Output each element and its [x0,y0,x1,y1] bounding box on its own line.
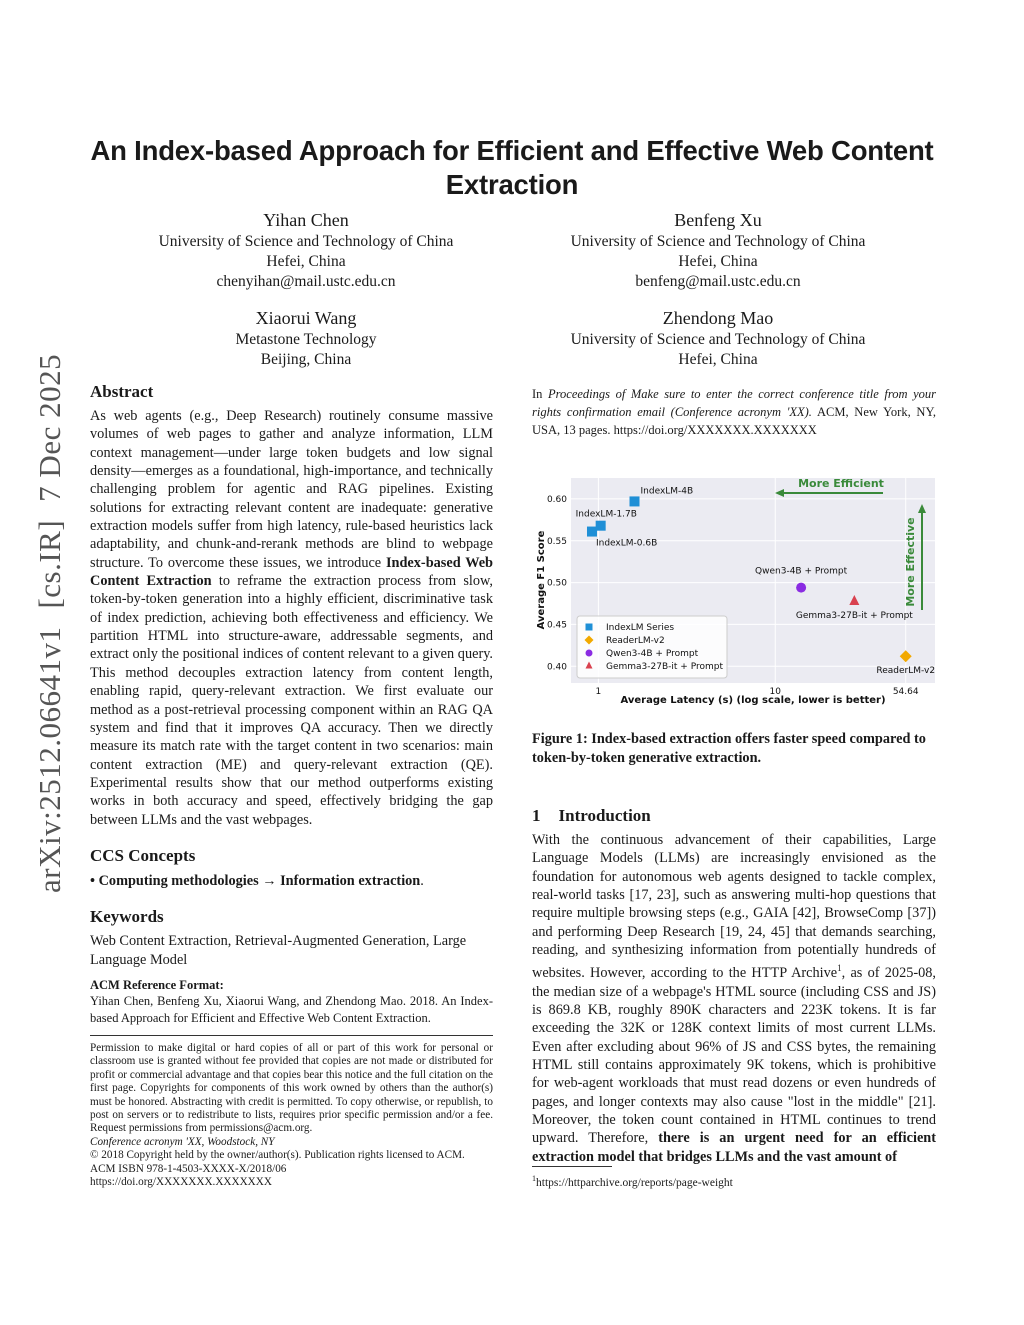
abstract-text-part: to reframe the extraction process from slow, token-by-token generation into a highly efficient, discriminative task of index prediction, achieving both effectiveness and efficiency. We partition HTML into structure-aware, addressable segments, and extract only the positional indices of content relevant to a given query. This method decouples extraction latency from content length, enabling rapid, query-relevant extraction. We first evaluate our method as a post-retrieval processing component within an RAG QA system and find that it improves QA accuracy. Then we directly measure its match rate with the target content in two scenarios: main content extraction (ME) and query-relevant extraction (QE). Experimental results show that our method outperforms existing works in both accuracy and speed, effectively bridging the gap between LLMs and the vast webpages. [90,573,494,828]
more-efficient-label: More Efficient [798,477,884,490]
point-label: IndexLM-0.6B [595,538,658,549]
section-title: Introduction [558,806,651,825]
section-number: 1 [532,806,541,825]
doi-line[interactable]: https://doi.org/XXXXXXX.XXXXXXX [90,1176,272,1188]
data-point [796,583,806,593]
y-tick-label: 0.45 [546,620,567,631]
legend-label: ReaderLM-v2 [606,636,665,646]
acm-ref-text: Yihan Chen, Benfeng Xu, Xiaorui Wang, and Zhendong Mao. 2018. An Index-based Approach for Efficient and Effective Web Content Extraction. [90,993,493,1025]
figure-caption: Figure 1: Index-based extraction offers faster speed compared to token-by-token generative extraction. [532,731,926,766]
proceedings-note [532,385,936,439]
legend [577,616,727,678]
conference-line: Conference acronym 'XX, Woodstock, NY [90,1135,275,1148]
footnote-url[interactable]: https://httparchive.org/reports/page-weight [536,1176,733,1189]
abstract-bold: Index-based Web Content Extraction [90,554,493,590]
copyright-line: © 2018 Copyright held by the owner/author(s). Publication rights licensed to ACM. [90,1149,465,1162]
author-affiliation: Metastone Technology [235,331,377,348]
data-point [587,527,597,537]
paper-title: An Index-based Approach for Efficient and Effective Web Content Extraction [90,135,934,200]
abstract-text [90,407,493,829]
y-tick-label: 0.50 [546,578,567,589]
arxiv-stamp [28,353,72,902]
author-block-2 [540,208,896,292]
ccs-heading: CCS Concepts [90,845,196,865]
y-tick-label: 0.40 [546,662,567,673]
author-location: Hefei, China [266,253,346,270]
footnote-divider [532,1166,612,1167]
point-label: Qwen3-4B + Prompt [755,566,848,577]
intro-bold: there is an urgent need for an efficient extraction model that bridges LLMs and the vast amount of [532,1130,937,1165]
isbn-line: ACM ISBN 978-1-4503-XXXX-X/2018/06 [90,1162,287,1175]
x-tick-label: 1 [595,687,602,697]
footnote-mark: 1 [532,1174,536,1183]
author-affiliation: University of Science and Technology of China [570,233,866,250]
introduction-text [532,831,936,1166]
proceedings-italic: Proceedings of Make sure to enter the correct conference title from your rights confirmation email (Conference acronym 'XX). [532,387,936,419]
arxiv-category: [cs.IR] [32,519,67,609]
footnote-marker: 1 [837,963,842,974]
proceedings-prefix: In [532,387,548,401]
author-location: Hefei, China [678,351,758,368]
point-label: Gemma3-27B-it + Prompt [795,611,913,621]
proceedings-suffix: ACM, New York, NY, USA, 13 pages. https://doi.org/XXXXXXX.XXXXXXX [532,405,936,437]
left-column [90,381,493,1189]
footnote [532,1172,936,1190]
author-block-3 [130,306,482,370]
introduction-heading [532,805,936,827]
arxiv-id: arXiv:2512.06641v1 [32,626,67,893]
point-label: ReaderLM-v2 [876,666,936,677]
ccs-bullet: • [90,872,96,889]
keywords-text: Web Content Extraction, Retrieval-Augmented Generation, Large Language Model [90,933,467,968]
data-point [630,496,640,506]
author-name: Benfeng Xu [674,210,762,230]
author-name: Zhendong Mao [662,308,774,328]
author-affiliation: University of Science and Technology of China [158,233,454,250]
point-label: IndexLM-1.7B [575,509,637,520]
intro-text-part: With the continuous advancement of their capabilities, Large Language Models (LLMs) are increasingly envisioned as the foundation for autonomous web agents designed to tackle complex, real-world tasks [17, 23], such as answering multi-hop questions that require multiple browsing steps (e.g., GAIA [42], BrowseComp [37]) and performing Deep Research [19, 24, 45] that demands searching, reading, and synthesizing information from potentially hundreds of websites. However, according to the HTTP Archive [532,832,936,982]
figure-1 [533,470,939,715]
author-affiliation: University of Science and Technology of China [570,331,866,348]
author-name: Xiaorui Wang [255,308,357,328]
author-name: Yihan Chen [263,210,349,230]
ccs-item [90,872,493,890]
more-effective-label: More Effective [904,517,917,607]
permission-text: Permission to make digital or hard copies of all or part of this work for personal or classroom use is granted without fee provided that copies are not made or distributed for profit or commercial advantage and that copies bear this notice and the full citation on the first page. Copyrights for components of this work owned by others than the author(s) must be honored. Abstracting with credit is permitted. To copy otherwise, or republish, to post on servers or to redistribute to lists, requires prior specific permission and/or a fee. Request permissions from permissions@acm.org. [90,1041,493,1135]
x-axis-label: Average Latency (s) (log scale, lower is better) [620,695,886,706]
author-email[interactable]: benfeng@mail.ustc.edu.cn [635,273,801,290]
x-tick-label: 10 [769,687,781,697]
author-block-4 [540,306,896,370]
legend-label: IndexLM Series [606,623,675,633]
author-location: Hefei, China [678,253,758,270]
author-block-1 [130,208,482,292]
legend-label: Gemma3-27B-it + Prompt [606,662,723,672]
y-tick-label: 0.55 [546,536,567,547]
ccs-item-text: Computing methodologies → Information extraction [98,872,421,889]
legend-marker [586,650,593,657]
footer-divider [90,1035,493,1036]
intro-text-part: , as of 2025-08, the median size of a webpage's HTML source (including CSS and JS) is 869.8 KB, roughly 890K characters and 223K tokens. It is far exceeding the 32K or 128K context limits of most current LLMs. Even after excluding about 96% of JS and CSS bytes, the remaining HTML still contains approximately 9K tokens, which is prohibitive for web-agent workloads that must read dozens or even hundreds of pages, and longer contexts may also cause "lost in the middle" [21]. Moreover, the token count contained in HTML continues to trend upward. Therefore, [532,965,937,1147]
scatter-chart [533,470,939,715]
author-location: Beijing, China [260,351,352,368]
keywords-heading: Keywords [90,907,164,927]
x-tick-label: 54.64 [892,687,919,697]
abstract-heading: Abstract [90,382,154,401]
y-axis-label: Average F1 Score [536,530,547,630]
arxiv-date: 7 Dec 2025 [32,353,67,502]
data-point [596,521,606,531]
author-email[interactable]: chenyihan@mail.ustc.edu.cn [216,273,396,290]
legend-label: Qwen3-4B + Prompt [606,649,699,659]
y-tick-label: 0.60 [546,494,567,505]
introduction-section [532,805,936,1166]
point-label: IndexLM-4B [640,486,694,497]
acm-ref-heading: ACM Reference Format: [90,977,224,992]
legend-marker [586,624,593,631]
abstract-text-part: As web agents (e.g., Deep Research) routinely consume massive volumes of web pages to gather and analyze information, LLM context management—under large token budgets and low signal density—emerges as a foundational, high-importance, and technically challenging problem for agentic and RAG pipelines. Existing solutions for extracting relevant content are inadequate: generative extraction models suffer from high latency, rule-based heuristics lack adaptability, and chunk-and-rerank methods are blind to webpage structure. To overcome these issues, we introduce [90,408,493,571]
ccs-period: . [420,872,424,889]
